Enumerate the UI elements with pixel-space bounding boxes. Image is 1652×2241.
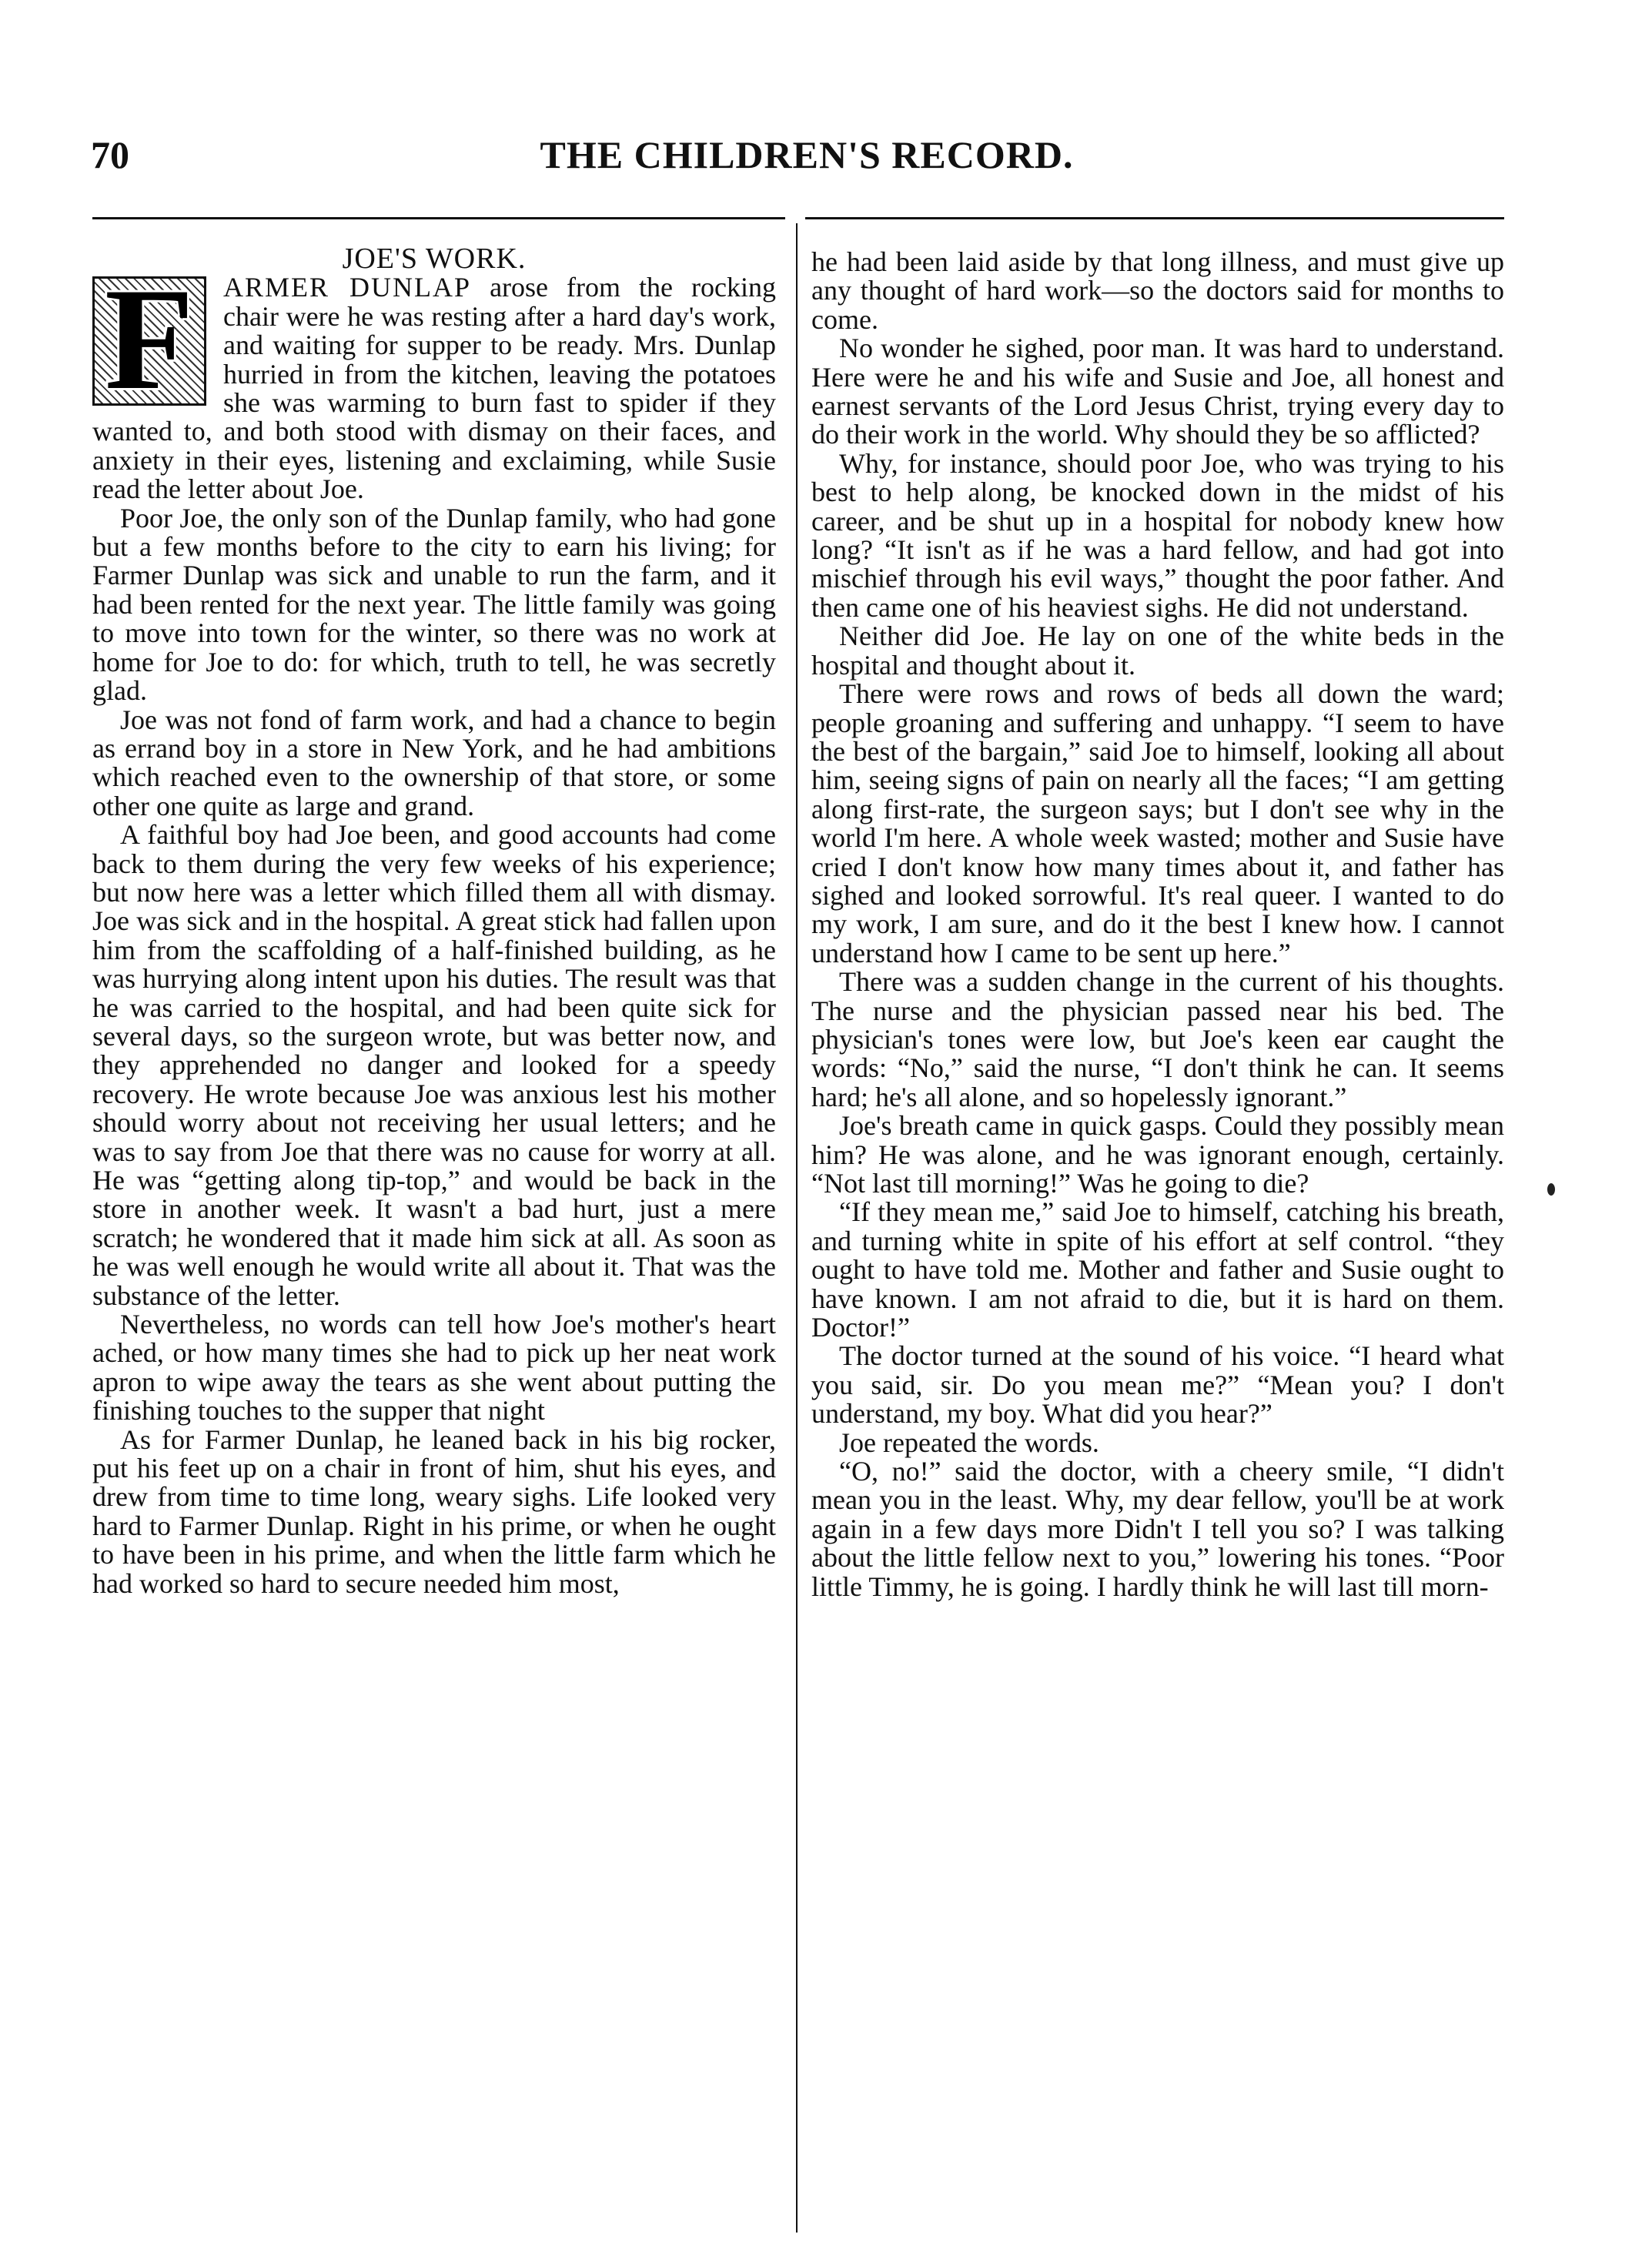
drop-cap-ornament: [92, 259, 206, 421]
paragraph: Poor Joe, the only son of the Dunlap family, who had gone but a few months before to the city to earn his living; for Farmer Dunlap was sick and unable to run the farm, and it had been rented for the next year. The little family was going to move into town for the winter, so there was no work at home for Joe to do: for which, truth to tell, he was secretly glad.: [92, 502, 776, 707]
paragraph-continued: he had been laid aside by that long illness, and must give up any thought of hard work—so the doctors said for months to come.: [811, 246, 1504, 335]
paragraph: Joe's breath came in quick gasps. Could they possibly mean him? He was alone, and he was ignorant enough, certainly. “Not last till morning!” Was he going to die?: [811, 1110, 1504, 1199]
paragraph: A faithful boy had Joe been, and good accounts had come back to them during the very few weeks of his experience; but now here was a letter which filled them all with dismay. Joe was sick and in the hospital. A great stick had fallen upon him from the scaffolding of a half-finished building, as he was hurrying along intent upon his duties. The result was that he was carried to the hospital, and had been quite sick for several days, so the surgeon wrote, but was better now, and they apprehended no danger and looked for a speedy recovery. He wrote because Joe was anxious lest his mother should worry about not receiving her usual letters; and he was to say from Joe that there was no cause for worry at all. He was “getting along tip-top,” and would be back in the store in another week. It wasn't a bad hurt, just a mere scratch; he wondered that it made him sick at all. As soon as he was well enough he would write all about it. That was the substance of the letter.: [92, 819, 776, 1311]
paragraph: As for Farmer Dunlap, he leaned back in his big rocker, put his feet up on a chair in front of him, shut his eyes, and drew from time to time long, weary sighs. Life looked very hard to Farmer Dunlap. Right in his prime, or when he ought to have been in his prime, and when the little farm which he had worked so hard to secure needed him most,: [92, 1423, 776, 1599]
paragraph: Joe was not fond of farm work, and had a chance to begin as errand boy in a store in New York, and he had ambitions which reached even to the ownership of that store, or some other one quite as large and grand.: [92, 704, 776, 821]
journal-title: THE CHILDREN'S RECORD.: [540, 133, 1074, 176]
header-rule-right: [805, 217, 1504, 219]
paragraph: No wonder he sighed, poor man. It was hard to understand. Here were he and his wife and Susie and Joe, all honest and earnest servants of the Lord Jesus Christ, trying every day to do their work in the world. Why should they be so afflicted?: [811, 333, 1504, 450]
drop-cap-letter: F: [104, 259, 195, 421]
paragraph: “O, no!” said the doctor, with a cheery smile, “I didn't mean you in the least. Why, my dear fellow, you'll be at work again in a few days more Didn't I tell you so? I was talking about the little fellow next to you,” lowering his tones. “Poor little Timmy, he is going. I hardly think he will last till morn-: [811, 1456, 1504, 1602]
right-column: [811, 248, 1504, 1601]
story-title: JOE'S WORK.: [342, 242, 527, 275]
page-header: [91, 132, 1523, 194]
ink-speck: [1547, 1183, 1555, 1196]
paragraph: There was a sudden change in the current of his thoughts. The nurse and the physician passed near his bed. The physician's tones were low, but Joe's keen ear caught the words: “No,” said the nurse, “I don't think he can. It seems hard; he's all alone, and so hopelessly ignorant.”: [811, 966, 1504, 1112]
opening-smallcaps: ARMER DUNLAP: [223, 272, 472, 303]
paragraph: Why, for instance, should poor Joe, who was trying to his best to help along, be knocked down in the midst of his career, and be shut up in a hospital for nobody knew how long? “It isn't as if he was a hard fellow, and had got into mischief through his evil ways,” thought the poor father. And then came one of his heaviest sighs. He did not understand.: [811, 447, 1504, 623]
page-number: 70: [91, 133, 129, 176]
paragraph-text: arose from the rocking chair were he was resting after a hard day's work, and waiting for supper to be ready. Mrs. Dunlap hurried in from the kitchen, leaving the potatoes she was warming to burn fast to spider if they wanted to, and both stood with dismay on their faces, and anxiety in their eyes, listening and exclaiming, while Susie read the letter about Joe.: [92, 272, 776, 505]
paragraph: Nevertheless, no words can tell how Joe's mother's heart ached, or how many times she had to pick up her neat work apron to wipe away the tears as she went about putting the finishing touches to the supper that night: [92, 1309, 776, 1427]
paragraph: The doctor turned at the sound of his voice. “I heard what you said, sir. Do you mean me?” “Mean you? I don't understand, my boy. What did you hear?”: [811, 1340, 1504, 1430]
paragraph: Neither did Joe. He lay on one of the white beds in the hospital and thought about it.: [811, 620, 1504, 681]
paragraph: There were rows and rows of beds all down the ward; people groaning and suffering and unhappy. “I seem to have the best of the bargain,” said Joe to himself, looking all about him, seeing signs of pain on nearly all the faces; “I am getting along first-rate, the surgeon says; but I don't see why in the world I'm here. A whole week wasted; mother and Susie have cried I don't know how many times about it, and father has sighed and looked sorrowful. It's real queer. I wanted to do my work, I am sure, and do it the best I knew how. I cannot understand how I came to be sent up here.”: [811, 678, 1504, 968]
left-column: [92, 242, 776, 1599]
paragraph: “If they mean me,” said Joe to himself, catching his breath, and turning white in spite of his effort at self control. “they ought to have told me. Mother and father and Susie ought to have known. I am not afraid to die, but it is hard on them. Doctor!”: [811, 1196, 1504, 1343]
opening-paragraph: [92, 259, 776, 505]
column-divider: [796, 223, 798, 2233]
paragraph: Joe repeated the words.: [839, 1427, 1099, 1458]
header-rule-left: [92, 217, 785, 219]
